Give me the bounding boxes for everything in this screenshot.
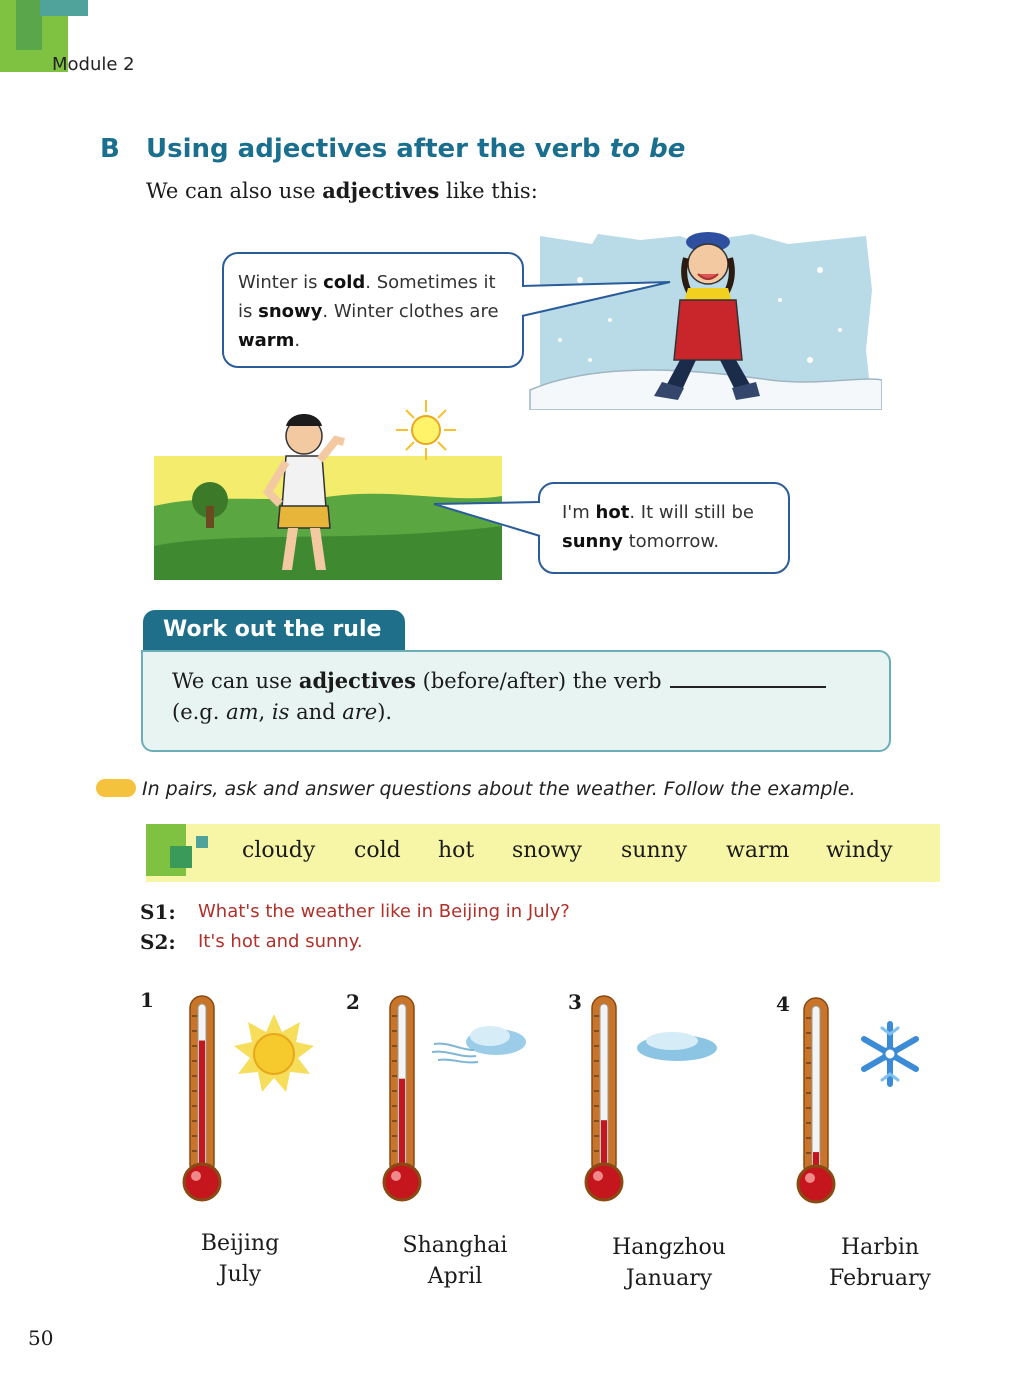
wind-cloud-icon — [430, 1020, 530, 1072]
city-label: Harbin February — [829, 1235, 931, 1291]
thermometer-bulb-highlight — [593, 1171, 603, 1181]
intro-text: We can also use adjectives like this: — [146, 178, 538, 203]
word-bank-square — [170, 846, 192, 868]
summer-boy-illustration — [154, 396, 502, 580]
item-number: 1 — [140, 988, 154, 1012]
thermometer-icon — [792, 996, 840, 1206]
word-bank-item: sunny — [621, 838, 688, 863]
corner-square — [16, 0, 42, 50]
bubble-tail-winter — [520, 276, 680, 326]
word-bank-item: snowy — [512, 838, 582, 863]
item-number: 4 — [776, 992, 790, 1016]
thermometer-bulb — [798, 1166, 834, 1202]
sun-icon — [232, 1012, 316, 1096]
thermometer-mercury — [399, 1079, 405, 1176]
word-bank-square — [196, 836, 208, 848]
city-label: Hangzhou January — [612, 1235, 726, 1291]
thermometer-mercury — [199, 1041, 205, 1176]
speech-bubble-summer: I'm hot. It will still be sunny tomorrow. — [538, 482, 790, 574]
item-number: 2 — [346, 990, 360, 1014]
dialogue-line: What's the weather like in Beijing in July? — [198, 901, 570, 922]
thermometer-icon — [378, 994, 426, 1204]
thermometer-bulb — [184, 1164, 220, 1200]
instruction-marker — [96, 779, 136, 797]
thermometer-tube — [812, 1006, 820, 1176]
thermometer-icon — [178, 994, 226, 1204]
word-bank-item: warm — [726, 838, 790, 863]
word-bank-item: windy — [826, 838, 893, 863]
rule-line-1: We can use adjectives (before/after) the verb — [172, 668, 826, 693]
thermometer-icon — [580, 994, 628, 1204]
word-bank-item: cold — [354, 838, 401, 863]
word-bank-item: cloudy — [242, 838, 316, 863]
city-label: Beijing July — [200, 1231, 280, 1287]
dialogue-line: It's hot and sunny. — [198, 931, 363, 952]
speech-bubble-winter: Winter is cold. Sometimes it is snowy. Winter clothes are warm. — [222, 252, 524, 368]
section-letter: B — [100, 134, 120, 164]
rule-heading: Work out the rule — [143, 610, 405, 650]
snowflake-icon — [854, 1018, 926, 1090]
city-label: Shanghai April — [402, 1233, 508, 1289]
instruction-text: In pairs, ask and answer questions about the weather. Follow the example. — [142, 778, 856, 800]
thermometer-bulb-highlight — [191, 1171, 201, 1181]
thermometer-bulb-highlight — [805, 1173, 815, 1183]
bubble-tail-summer — [430, 496, 542, 546]
speaker-label: S1: — [140, 900, 176, 924]
word-bank-item: hot — [438, 838, 475, 863]
thermometer-bulb — [384, 1164, 420, 1200]
corner-accent — [40, 0, 88, 16]
item-number: 3 — [568, 990, 582, 1014]
cloud-icon — [632, 1026, 722, 1066]
thermometer-bulb — [586, 1164, 622, 1200]
thermometer-bulb-highlight — [391, 1171, 401, 1181]
section-title: Using adjectives after the verb to be — [146, 134, 686, 164]
page-number: 50 — [28, 1326, 54, 1350]
module-label: Module 2 — [52, 54, 135, 75]
answer-blank[interactable] — [670, 668, 826, 688]
speaker-label: S2: — [140, 930, 176, 954]
rule-line-2: (e.g. am, is and are). — [172, 700, 393, 724]
